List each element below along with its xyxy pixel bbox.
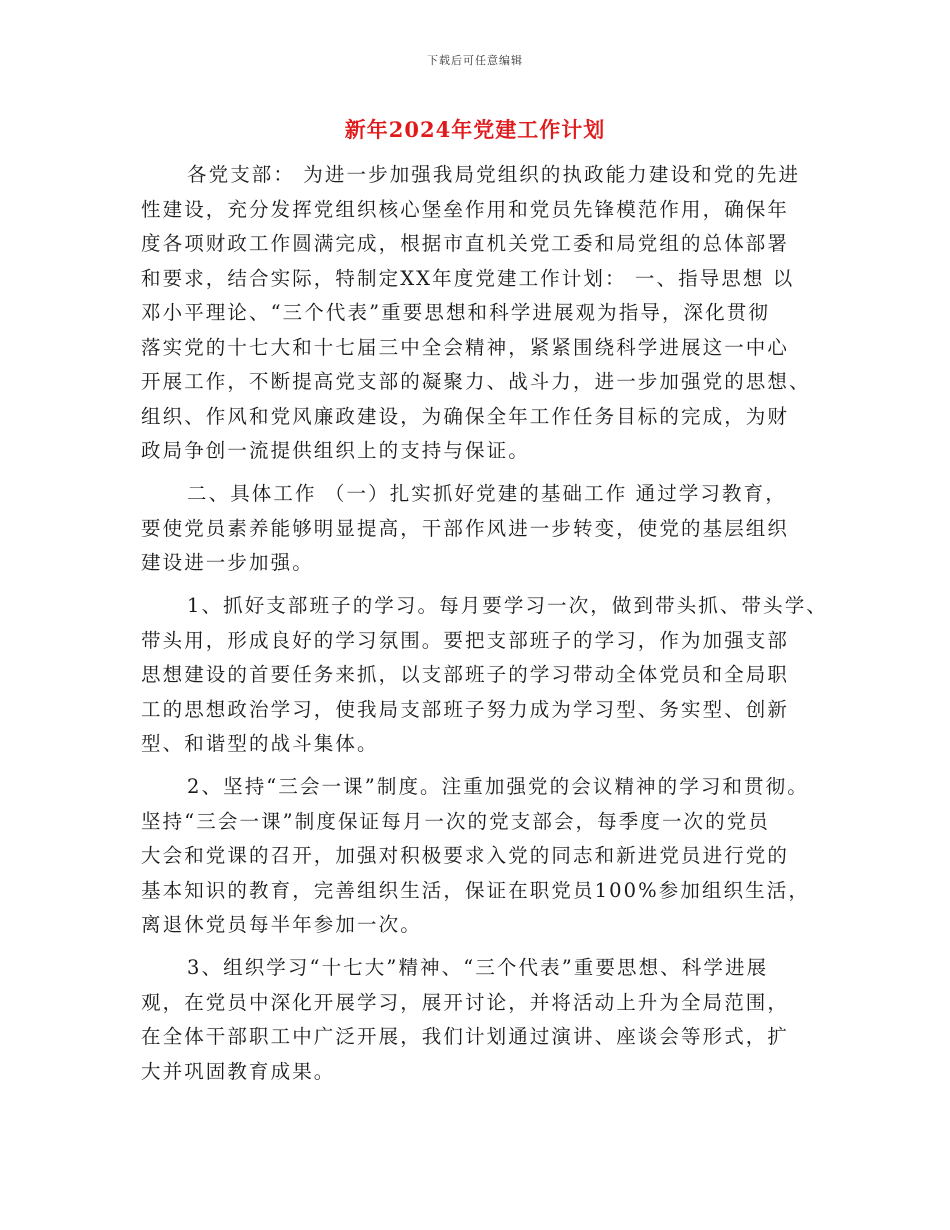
paragraph-line: 政局争创一流提供组织上的支持与保证。 — [141, 439, 530, 462]
paragraph-line: 要使党员素养能够明显提高，干部作风进一步转变，使党的基层组织 — [141, 516, 790, 540]
paragraph-line: 带头用，形成良好的学习氛围。要把支部班子的学习，作为加强支部 — [141, 628, 790, 652]
paragraph-line: 落实党的十七大和十七届三中全会精神，紧紧围绕科学进展这一中心 — [141, 335, 790, 359]
paragraph-line: 1、抓好支部班子的学习。每月要学习一次，做到带头抓、带头学、 — [187, 594, 828, 617]
paragraph-line: 2、坚持“三会一课”制度。注重加强党的会议精神的学习和贯彻。 — [187, 775, 809, 798]
paragraph-line: 大会和党课的召开，加强对积极要求入党的同志和新进党员进行党的 — [141, 844, 790, 867]
paragraph-line: 大并巩固教育成果。 — [141, 1059, 336, 1083]
paragraph-line: 性建设，充分发挥党组织核心堡垒作用和党员先锋模范作用，确保年 — [141, 197, 790, 221]
paragraph-line: 开展工作，不断提高党支部的凝聚力、战斗力，进一步加强党的思想、 — [141, 370, 811, 393]
paragraph-line: 二、具体工作 （一）扎实抓好党建的基础工作 通过学习教育， — [187, 482, 787, 505]
header-note: 下载后可任意编辑 — [427, 54, 523, 67]
paragraph-line: 工的思想政治学习，使我局支部班子努力成为学习型、务实型、创新 — [141, 697, 790, 721]
paragraph-line: 组织、作风和党风廉政建设，为确保全年工作任务目标的完成，为财 — [141, 404, 790, 428]
paragraph-line: 邓小平理论、“三个代表”重要思想和科学进展观为指导，深化贯彻 — [141, 301, 770, 324]
paragraph-line: 在全体干部职工中广泛开展，我们计划通过演讲、座谈会等形式，扩 — [141, 1025, 790, 1048]
paragraph-line: 型、和谐型的战斗集体。 — [141, 732, 379, 755]
paragraph-line: 建设进一步加强。 — [141, 551, 314, 574]
paragraph-line: 各党支部： 为进一步加强我局党组织的执政能力建设和党的先进 — [187, 163, 801, 186]
paragraph-line: 和要求，结合实际，特制定XX年度党建工作计划： 一、指导思想 以 — [141, 266, 795, 290]
document-body — [141, 158, 831, 1089]
paragraph-line: 思想建设的首要任务来抓，以支部班子的学习带动全体党员和全局职 — [141, 663, 790, 686]
page-title: 新年2024年党建工作计划 — [344, 117, 606, 142]
paragraph-line: 3、组织学习“十七大”精神、“三个代表”重要思想、科学进展 — [187, 956, 769, 979]
paragraph-line: 离退休党员每半年参加一次。 — [141, 913, 422, 936]
paragraph-line: 度各项财政工作圆满完成，根据市直机关党工委和局党组的总体部署 — [141, 232, 790, 255]
paragraph-line: 基本知识的教育，完善组织生活，保证在职党员100%参加组织生活， — [141, 878, 810, 902]
paragraph-line: 坚持“三会一课”制度保证每月一次的党支部会，每季度一次的党员 — [141, 809, 770, 833]
paragraph-line: 观，在党员中深化开展学习，展开讨论，并将活动上升为全局范围， — [141, 990, 790, 1014]
